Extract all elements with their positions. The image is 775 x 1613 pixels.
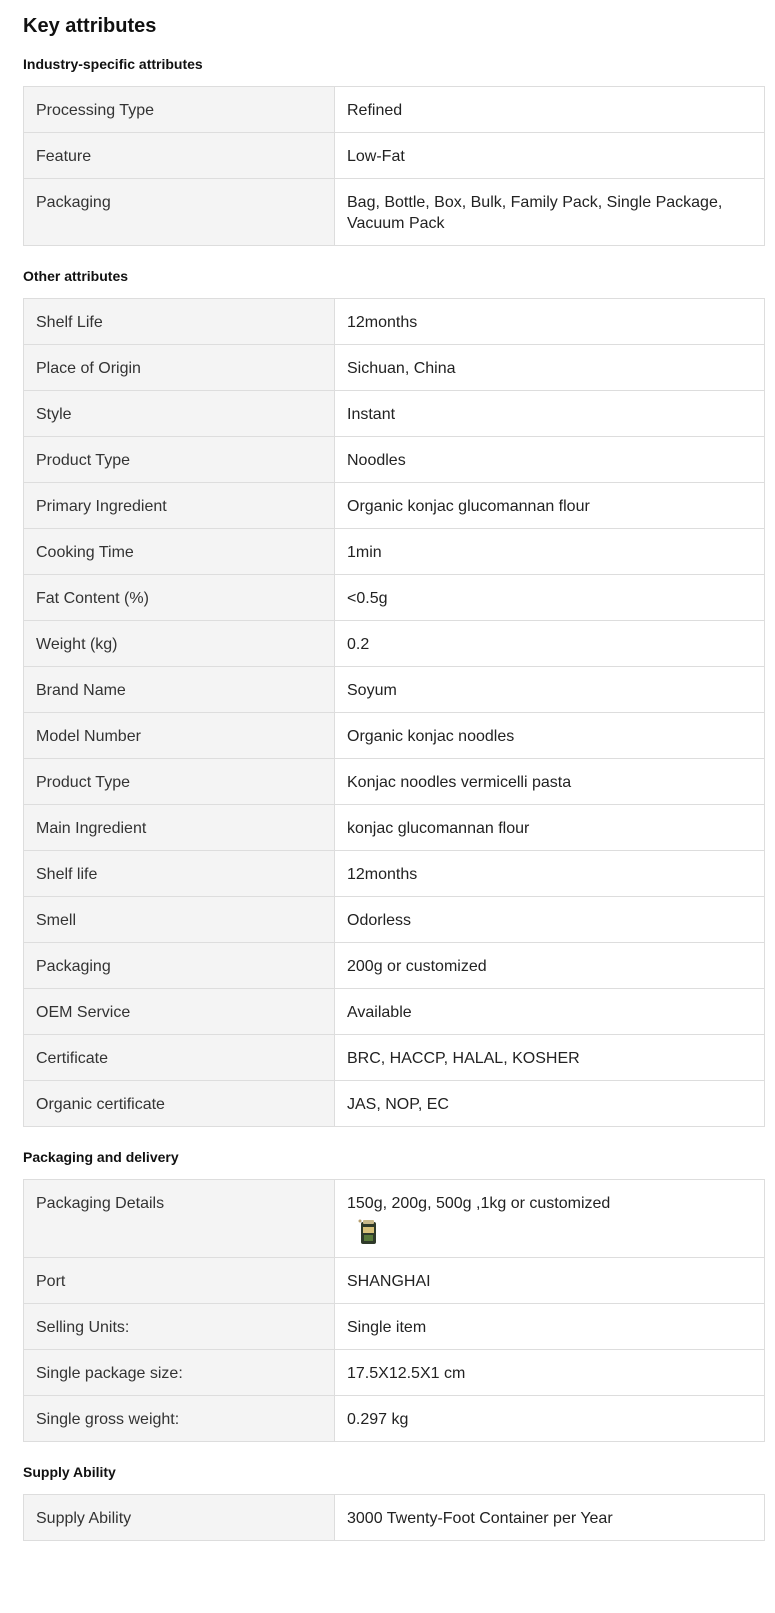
table-row xyxy=(24,851,765,897)
attributes-table xyxy=(23,298,765,1127)
attribute-value xyxy=(335,391,765,437)
attribute-value-text: Available xyxy=(347,1004,412,1021)
product-thumbnail-image[interactable] xyxy=(357,1218,379,1246)
attribute-value-text: Single item xyxy=(347,1319,427,1336)
attribute-value xyxy=(335,437,765,483)
attribute-key: Single gross weight: xyxy=(24,1396,335,1442)
table-row xyxy=(24,133,765,179)
attribute-key: Packaging Details xyxy=(24,1180,335,1258)
attribute-key: Shelf life xyxy=(24,851,335,897)
table-row xyxy=(24,483,765,529)
attribute-value xyxy=(335,299,765,345)
attribute-key: OEM Service xyxy=(24,989,335,1035)
attribute-key: Main Ingredient xyxy=(24,805,335,851)
attribute-value-text: Low-Fat xyxy=(347,148,405,165)
attribute-key: Certificate xyxy=(24,1035,335,1081)
attributes-table xyxy=(23,86,765,246)
attribute-sections xyxy=(23,54,765,1541)
attribute-value xyxy=(335,1396,765,1442)
table-row xyxy=(24,575,765,621)
attribute-value xyxy=(335,1495,765,1541)
attribute-key: Shelf Life xyxy=(24,299,335,345)
attribute-value xyxy=(335,805,765,851)
attribute-key: Weight (kg) xyxy=(24,621,335,667)
attribute-value-text: Bag, Bottle, Box, Bulk, Family Pack, Single Package, Vacuum Pack xyxy=(347,194,723,232)
attribute-value-text: Konjac noodles vermicelli pasta xyxy=(347,774,572,791)
attribute-value-text: 1min xyxy=(347,544,382,561)
attribute-key: Organic certificate xyxy=(24,1081,335,1127)
attribute-key: Primary Ingredient xyxy=(24,483,335,529)
table-row xyxy=(24,179,765,246)
attribute-value xyxy=(335,989,765,1035)
attribute-value-text: 17.5X12.5X1 cm xyxy=(347,1365,466,1382)
attribute-value-text: 200g or customized xyxy=(347,958,487,975)
attribute-key: Brand Name xyxy=(24,667,335,713)
attribute-value xyxy=(335,943,765,989)
attribute-value-text: <0.5g xyxy=(347,590,388,607)
attribute-key: Packaging xyxy=(24,943,335,989)
table-row xyxy=(24,759,765,805)
table-row xyxy=(24,1495,765,1541)
attribute-value-text: 0.2 xyxy=(347,636,370,653)
attribute-value xyxy=(335,133,765,179)
table-row xyxy=(24,345,765,391)
attribute-key: Supply Ability xyxy=(24,1495,335,1541)
table-row xyxy=(24,391,765,437)
attribute-value xyxy=(335,713,765,759)
attribute-key: Port xyxy=(24,1258,335,1304)
attributes-table xyxy=(23,1179,765,1442)
table-row xyxy=(24,299,765,345)
attribute-key: Product Type xyxy=(24,759,335,805)
attribute-value xyxy=(335,575,765,621)
table-row xyxy=(24,713,765,759)
attribute-value-text: 3000 Twenty-Foot Container per Year xyxy=(347,1510,613,1527)
attribute-value xyxy=(335,529,765,575)
attribute-value-text: Instant xyxy=(347,406,396,423)
attribute-value xyxy=(335,1081,765,1127)
attribute-value xyxy=(335,851,765,897)
attribute-value xyxy=(335,483,765,529)
table-row xyxy=(24,1258,765,1304)
table-row xyxy=(24,989,765,1035)
attribute-key: Processing Type xyxy=(24,87,335,133)
table-row xyxy=(24,529,765,575)
table-row xyxy=(24,943,765,989)
attribute-value-text: SHANGHAI xyxy=(347,1273,431,1290)
attribute-value-text: Sichuan, China xyxy=(347,360,456,377)
attribute-value-text: 12months xyxy=(347,314,418,331)
section-title: Packaging and delivery xyxy=(23,1149,179,1165)
attribute-value-text: 12months xyxy=(347,866,418,883)
table-row xyxy=(24,437,765,483)
attribute-value xyxy=(335,1304,765,1350)
attribute-key: Product Type xyxy=(24,437,335,483)
attribute-value xyxy=(335,897,765,943)
attribute-value-text: Noodles xyxy=(347,452,406,469)
table-row xyxy=(24,1081,765,1127)
table-row xyxy=(24,1180,765,1258)
table-row xyxy=(24,621,765,667)
table-row xyxy=(24,1350,765,1396)
attribute-key: Place of Origin xyxy=(24,345,335,391)
attribute-key: Smell xyxy=(24,897,335,943)
attribute-value-text: Soyum xyxy=(347,682,397,699)
page-title: Key attributes xyxy=(23,15,157,37)
attribute-value xyxy=(335,87,765,133)
attribute-value xyxy=(335,345,765,391)
attribute-value xyxy=(335,1258,765,1304)
table-row xyxy=(24,87,765,133)
attribute-value-text: Organic konjac glucomannan flour xyxy=(347,498,590,515)
attribute-value-text: konjac glucomannan flour xyxy=(347,820,530,837)
attribute-value xyxy=(335,179,765,246)
table-row xyxy=(24,1396,765,1442)
attribute-key: Style xyxy=(24,391,335,437)
attribute-key: Cooking Time xyxy=(24,529,335,575)
table-row xyxy=(24,667,765,713)
attribute-value xyxy=(335,1180,765,1258)
attribute-key: Selling Units: xyxy=(24,1304,335,1350)
table-row xyxy=(24,897,765,943)
section-title: Other attributes xyxy=(23,268,129,284)
attribute-value-text: Odorless xyxy=(347,912,412,929)
attribute-value-text: Organic konjac noodles xyxy=(347,728,515,745)
attribute-value-text: 150g, 200g, 500g ,1kg or customized xyxy=(347,1195,611,1212)
attribute-key: Feature xyxy=(24,133,335,179)
attribute-value xyxy=(335,621,765,667)
attribute-value-text: 0.297 kg xyxy=(347,1411,409,1428)
section-title: Supply Ability xyxy=(23,1464,116,1480)
table-row xyxy=(24,1035,765,1081)
attributes-table xyxy=(23,1494,765,1541)
attribute-value xyxy=(335,1035,765,1081)
attribute-value xyxy=(335,667,765,713)
attribute-key: Model Number xyxy=(24,713,335,759)
attribute-value-text: BRC, HACCP, HALAL, KOSHER xyxy=(347,1050,580,1067)
attribute-key: Single package size: xyxy=(24,1350,335,1396)
attribute-value-text: Refined xyxy=(347,102,403,119)
attribute-key: Fat Content (%) xyxy=(24,575,335,621)
attribute-key: Packaging xyxy=(24,179,335,246)
attribute-value xyxy=(335,1350,765,1396)
table-row xyxy=(24,1304,765,1350)
section-title: Industry-specific attributes xyxy=(23,56,203,72)
table-row xyxy=(24,805,765,851)
attribute-value xyxy=(335,759,765,805)
attribute-value-text: JAS, NOP, EC xyxy=(347,1096,449,1113)
